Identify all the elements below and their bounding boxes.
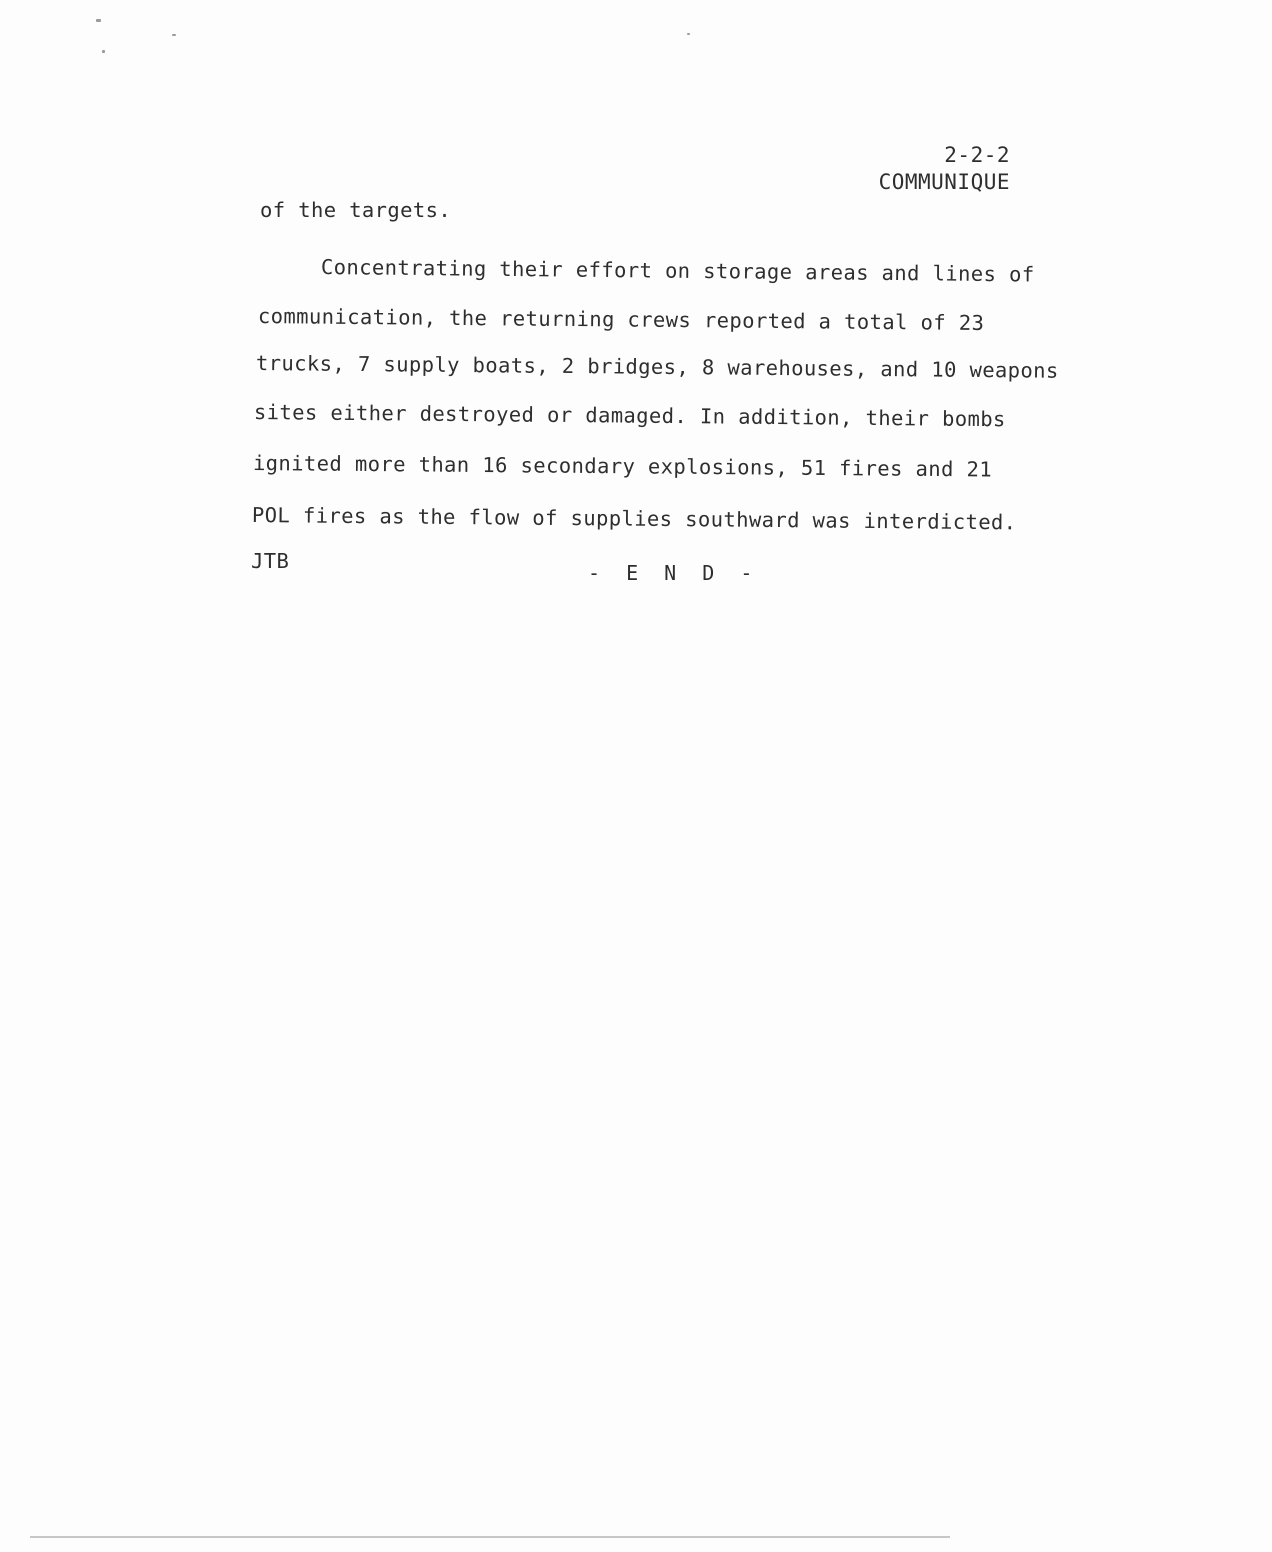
paper-speck [687,33,690,35]
body-line: sites either destroyed or damaged. In addition, their bombs [253,400,1006,432]
body-line: Concentrating their effort on storage areas and lines of [320,255,1035,287]
page-header [810,142,1010,196]
body-line: communication, the returning crews reported a total of 23 [257,304,985,335]
body-line: ignited more than 16 secondary explosions, 51 fires and 21 [252,451,993,482]
page-number: 2-2-2 [944,143,1010,167]
document-label: COMMUNIQUE [878,170,1010,194]
body-line: of the targets. [260,198,452,222]
body-line: POL fires as the flow of supplies southward was interdicted. [251,503,1017,535]
page-bottom-edge [30,1536,950,1538]
author-initials: JTB [251,549,290,573]
body-line: trucks, 7 supply boats, 2 bridges, 8 warehouses, and 10 weapons [255,351,1059,383]
paper-speck [96,19,101,22]
end-mark: - E N D - [588,561,760,585]
paper-speck [102,50,105,53]
paper-speck [172,34,176,36]
